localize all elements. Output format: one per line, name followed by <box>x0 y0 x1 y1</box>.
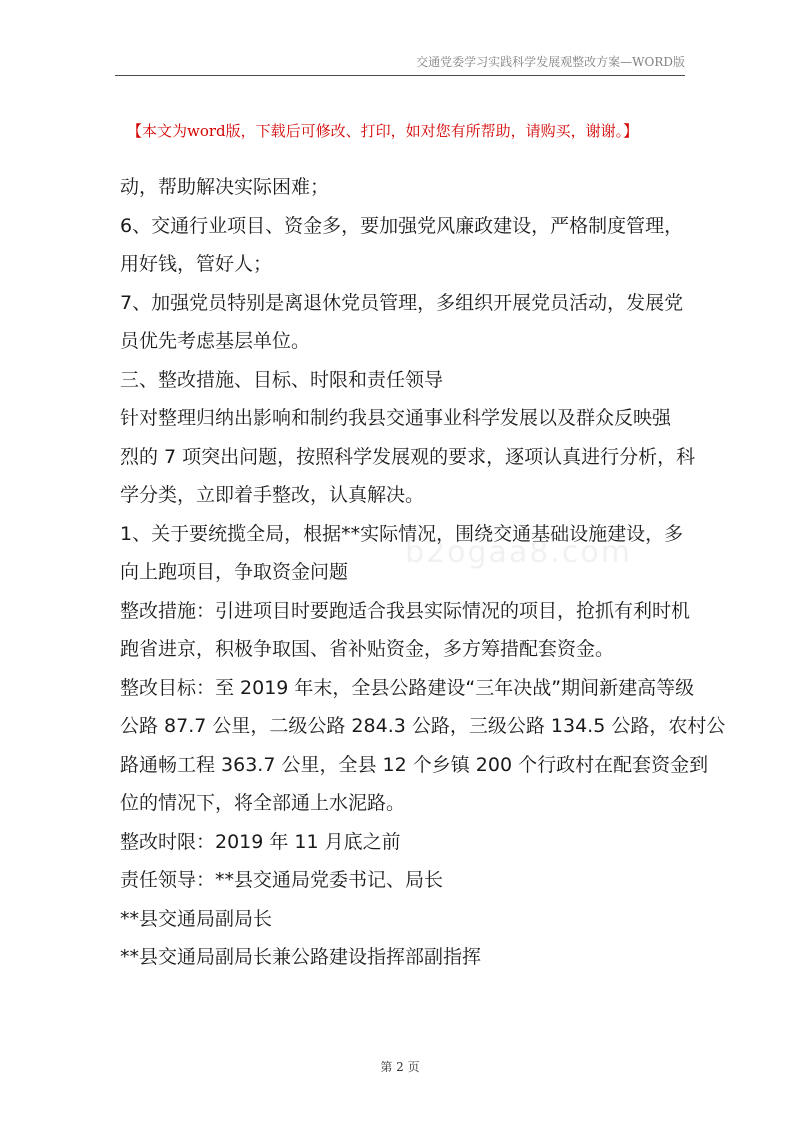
paragraph-line: 学分类，立即着手整改，认真解决。 <box>120 484 425 506</box>
page-header: 交通党委学习实践科学发展观整改方案—WORD版 <box>416 55 685 69</box>
paragraph-line: 整改措施：引进项目时要跑适合我县实际情况的项目，抢抓有利时机 <box>120 599 691 622</box>
page-number: 第 2 页 <box>380 1060 420 1074</box>
paragraph-line: 6、交通行业项目、资金多，要加强党风廉政建设，严格制度管理， <box>120 214 684 237</box>
paragraph-line: 整改目标：至 2019 年末，全县公路建设“三年决战”期间新建高等级 <box>120 676 695 699</box>
paragraph-line: **县交通局副局长兼公路建设指挥部副指挥 <box>120 946 482 968</box>
paragraph-line: **县交通局副局长 <box>120 907 273 930</box>
paragraph-line: 责任领导：**县交通局党委书记、局长 <box>120 869 444 891</box>
paragraph-line: 向上跑项目，争取资金问题 <box>120 561 349 583</box>
paragraph-line: 烈的 7 项突出问题，按照科学发展观的要求，逐项认真进行分析，科 <box>120 445 696 468</box>
document-body <box>120 168 726 977</box>
download-notice: 【本文为word版，下载后可修改、打印，如对您有所帮助，请购买，谢谢。】 <box>127 122 639 140</box>
paragraph-line: 用好钱，管好人； <box>120 253 273 275</box>
paragraph-line: 动，帮助解决实际困难； <box>120 176 330 198</box>
header-divider <box>115 75 685 76</box>
paragraph-line: 针对整理归纳出影响和制约我县交通事业科学发展以及群众反映强 <box>120 407 672 429</box>
paragraph-line: 整改时限：2019 年 11 月底之前 <box>120 830 401 853</box>
paragraph-line: 员优先考虑基层单位。 <box>120 330 311 352</box>
paragraph-line: 跑省进京，积极争取国、省补贴资金，多方筹措配套资金。 <box>120 638 615 660</box>
paragraph-line: 位的情况下，将全部通上水泥路。 <box>120 792 406 814</box>
watermark: b2ogaa8.com <box>405 535 632 570</box>
paragraph-line: 路通畅工程 363.7 公里，全县 12 个乡镇 200 个行政村在配套资金到 <box>120 753 709 776</box>
paragraph-line: 7、加强党员特别是离退休党员管理，多组织开展党员活动，发展党 <box>120 291 684 314</box>
paragraph-line: 1、关于要统揽全局，根据**实际情况，围绕交通基础设施建设，多 <box>120 522 684 545</box>
section-heading: 三、整改措施、目标、时限和责任领导 <box>120 368 444 391</box>
paragraph-line: 公路 87.7 公里，二级公路 284.3 公路，三级公路 134.5 公路，农村公 <box>120 715 726 737</box>
